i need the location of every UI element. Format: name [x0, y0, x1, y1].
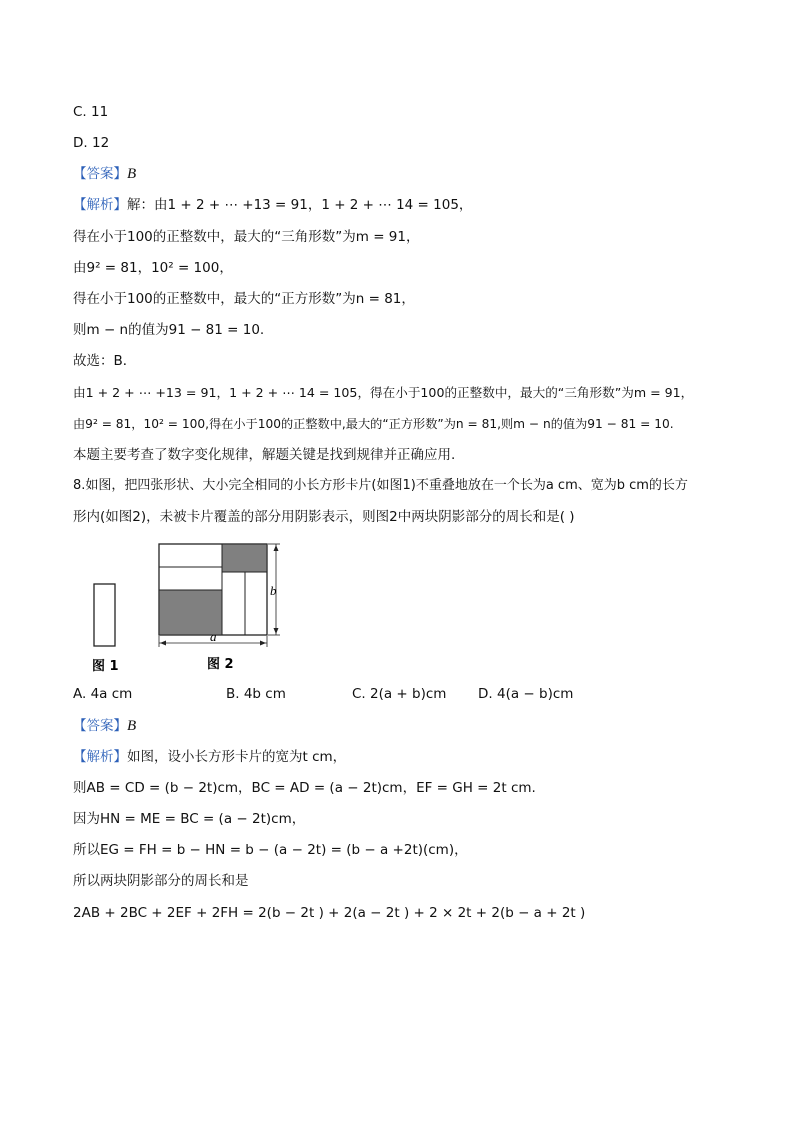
analysis2-line-4: 所以EG = FH = b − HN = b − (a − 2t) = (b − a +2t)(cm)， [73, 842, 468, 858]
analysis-text: 解：由1 + 2 + ⋯ +13 = 91，1 + 2 + ⋯ 14 = 105， [127, 197, 473, 213]
analysis2-line-5: 所以两块阴影部分的周长和是 [73, 873, 249, 889]
answer-value: B [127, 166, 137, 182]
option-a: A. 4a cm [73, 686, 133, 702]
analysis-tag: 【解析】 [73, 749, 127, 765]
answer-line-1 [73, 165, 136, 183]
figure-diagram [80, 540, 300, 680]
label-a: a [210, 629, 217, 644]
analysis2-line-3: 因为HN = ME = BC = (a − 2t)cm， [73, 811, 306, 827]
analysis-line-7: 由1 + 2 + ⋯ +13 = 91，1 + 2 + ⋯ 14 = 105，得在小于100的正整数中，最大的“三角形数”为m = 91， [73, 385, 694, 400]
question-8-line-1: 8.如图，把四张形状、大小完全相同的小长方形卡片(如图1)不重叠地放在一个长为a cm、宽为b cm的长方 [73, 478, 688, 493]
dim-b-arrow [274, 545, 279, 551]
fig1-card [94, 584, 115, 646]
analysis2-line-6: 2AB + 2BC + 2EF + 2FH = 2(b − 2t ) + 2(a − 2t ) + 2 × 2t + 2(b − a + 2t ) [73, 905, 586, 921]
analysis-line-9: 本题主要考查了数字变化规律，解题关键是找到规律并正确应用. [73, 447, 456, 463]
shade-top-right [222, 544, 267, 572]
fig2-label: 图 2 [207, 657, 234, 672]
analysis-line-5: 则m − n的值为91 − 81 = 10. [73, 322, 265, 338]
answer-tag: 【答案】 [73, 718, 127, 734]
analysis2-line-1 [73, 748, 346, 766]
option-d: D. 12 [73, 135, 110, 151]
analysis-line-6: 故选：B． [73, 353, 137, 369]
analysis-text: 如图，设小长方形卡片的宽为t cm， [127, 749, 347, 765]
option-c: C. 11 [73, 104, 109, 120]
answer-tag: 【答案】 [73, 166, 127, 182]
analysis-line-8: 由9² = 81，10² = 100,得在小于100的正整数中,最大的“正方形数”为n = 81,则m − n的值为91 − 81 = 10. [73, 417, 674, 431]
analysis-line-1 [73, 196, 472, 214]
option-c-q8: C. 2(a + b)cm [352, 686, 447, 702]
answer-value: B [127, 718, 137, 734]
option-d-q8: D. 4(a − b)cm [478, 686, 574, 702]
analysis-line-4: 得在小于100的正整数中，最大的“正方形数”为n = 81， [73, 291, 415, 307]
analysis-line-2: 得在小于100的正整数中，最大的“三角形数”为m = 91， [73, 229, 420, 245]
analysis-line-3: 由9² = 81，10² = 100， [73, 260, 233, 276]
dim-a-arrow [260, 641, 266, 646]
analysis-tag: 【解析】 [73, 197, 127, 213]
analysis2-line-2: 则AB = CD = (b − 2t)cm，BC = AD = (a − 2t)cm，EF = GH = 2t cm. [73, 780, 536, 796]
dim-b-arrow [274, 628, 279, 634]
dim-a-arrow [160, 641, 166, 646]
option-b: B. 4b cm [226, 686, 286, 702]
question-8-line-2: 形内(如图2)，未被卡片覆盖的部分用阴影表示，则图2中两块阴影部分的周长和是( ) [73, 509, 575, 525]
answer-line-2 [73, 717, 136, 735]
label-b: b [270, 583, 277, 598]
fig1-label: 图 1 [92, 659, 119, 674]
